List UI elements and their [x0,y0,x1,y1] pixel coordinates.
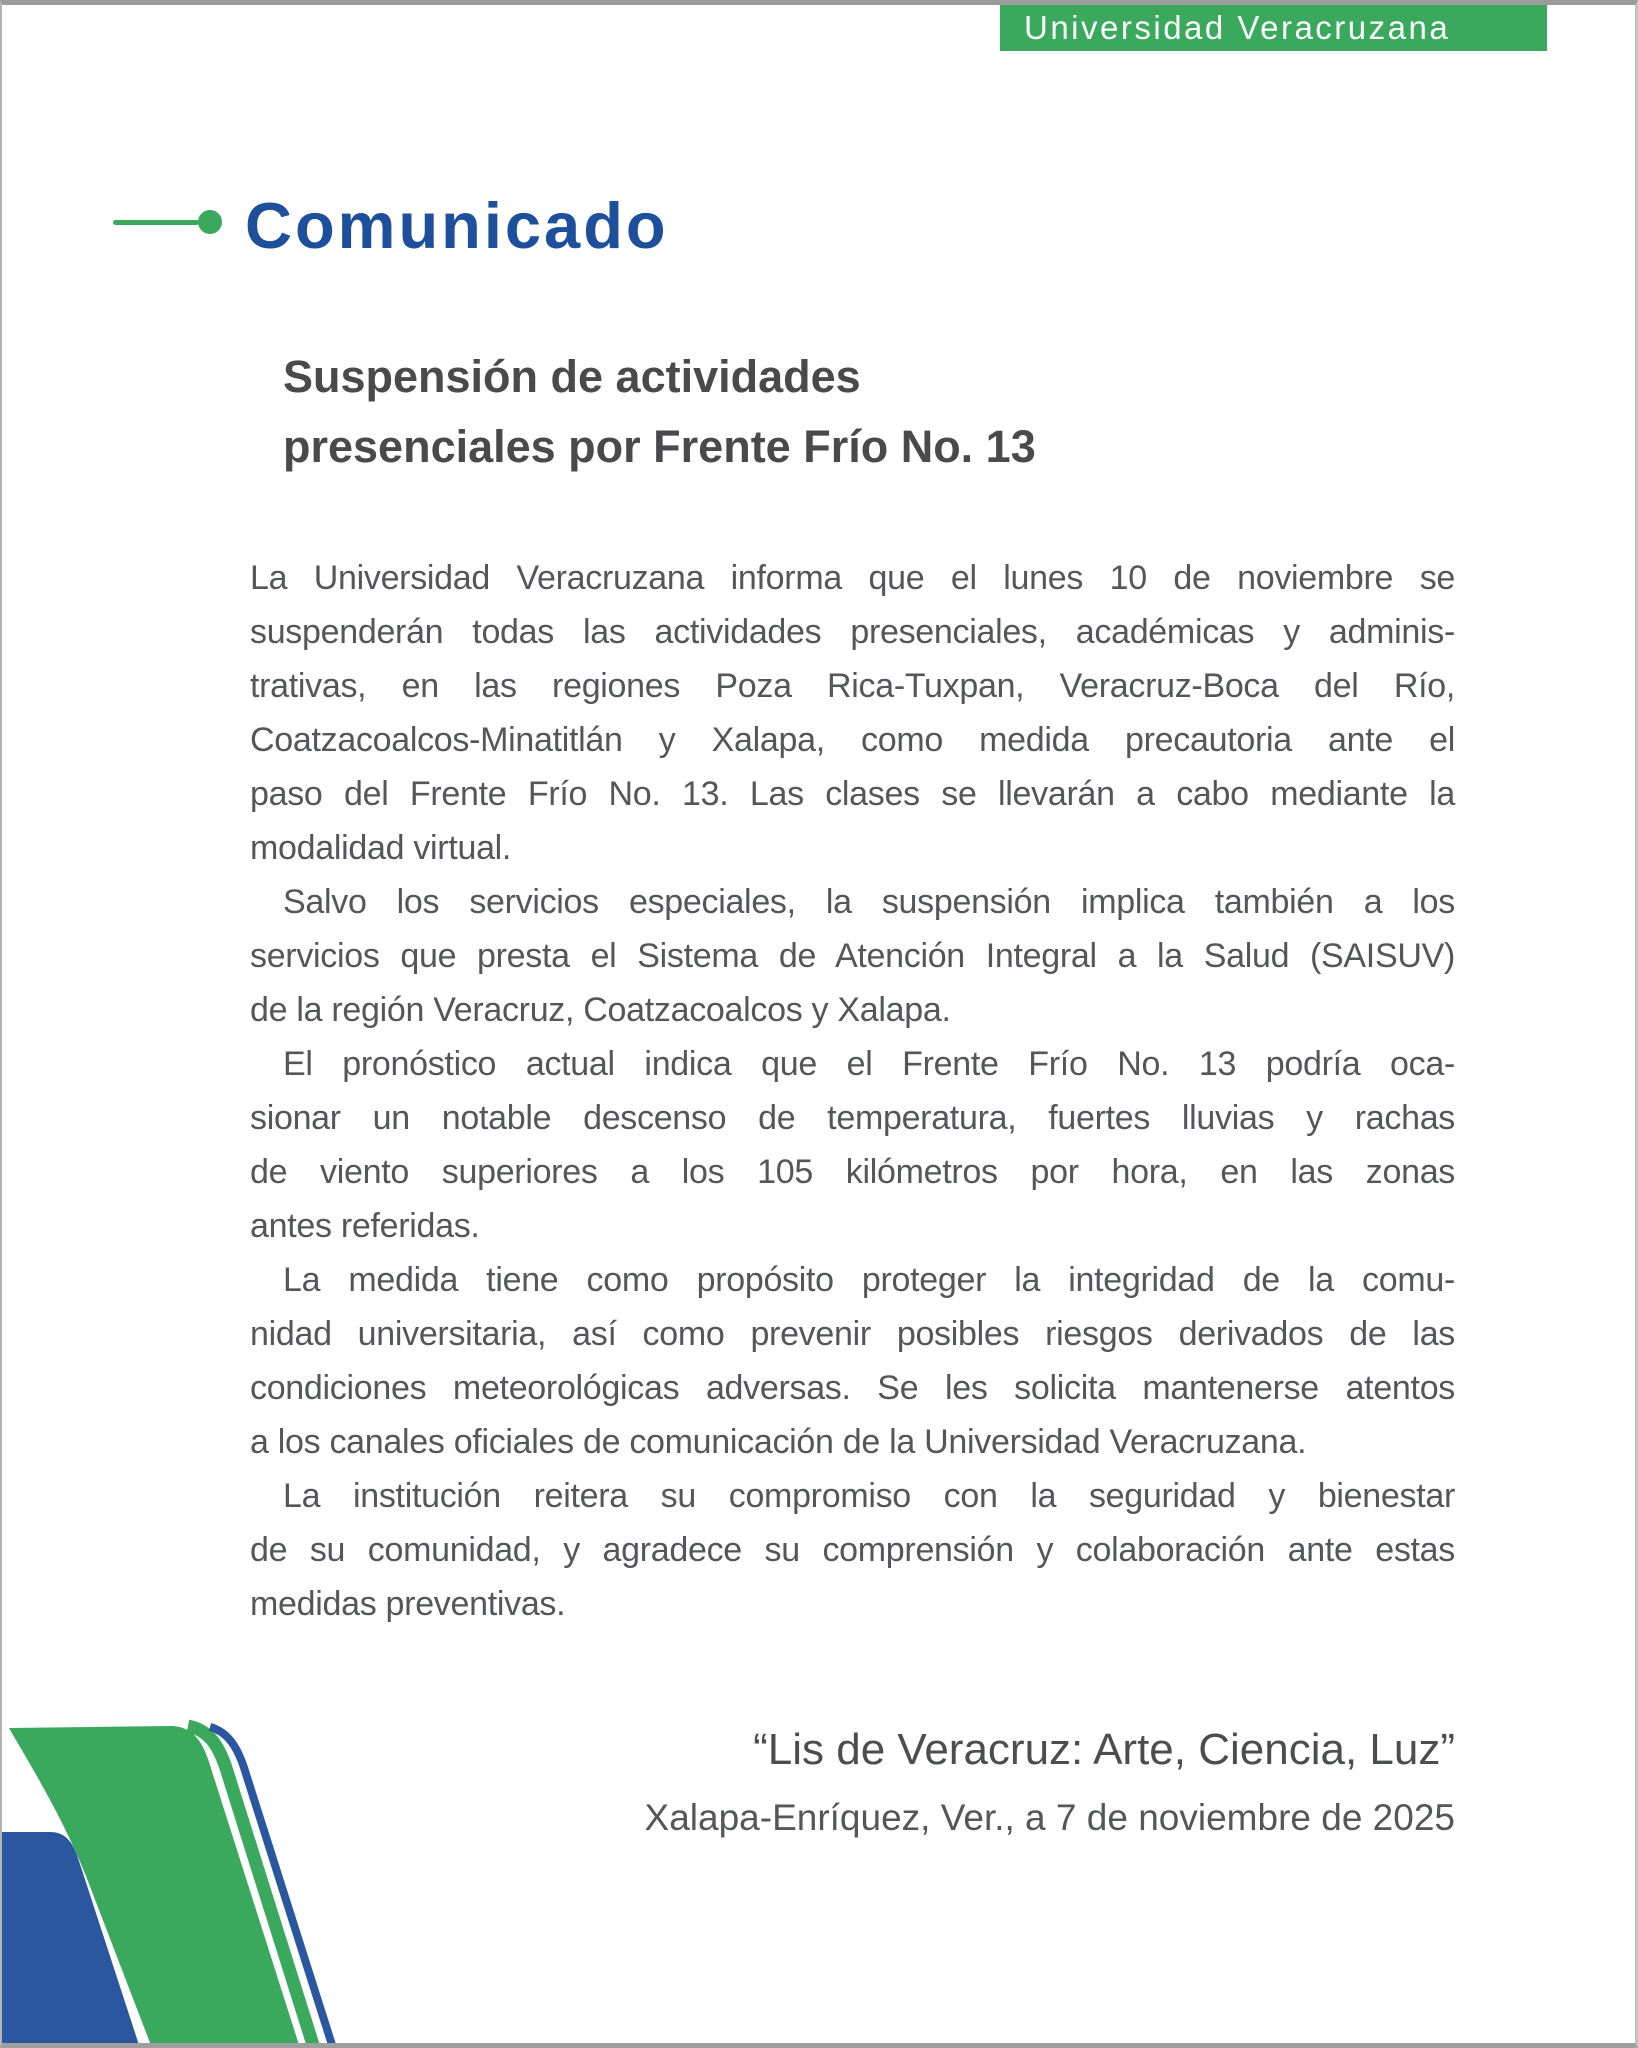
diagonal-ribbon-decoration [0,1716,380,2048]
motto-quote: “Lis de Veracruz: Arte, Ciencia, Luz” [753,1725,1455,1774]
body-line: de viento superiores a los 105 kilómetros por hora, en las zonas [250,1153,1455,1191]
body-line: servicios que presta el Sistema de Atención Integral a la Salud (SAISUV) [250,937,1455,975]
body-line: La institución reitera su compromiso con la seguridad y bienestar [283,1477,1455,1515]
body-line: medidas preventivas. [250,1585,566,1623]
body-line: de su comunidad, y agradece su comprensión y colaboración ante estas [250,1531,1455,1569]
body-line: sionar un notable descenso de temperatura, fuertes lluvias y rachas [250,1099,1455,1137]
body-text [250,551,1455,1631]
place-dateline: Xalapa-Enríquez, Ver., a 7 de noviembre de 2025 [644,1797,1455,1838]
body-line: La medida tiene como propósito proteger la integridad de la comu- [283,1261,1455,1299]
body-line: La Universidad Veracruzana informa que el lunes 10 de noviembre se [250,559,1455,597]
body-line: suspenderán todas las actividades presenciales, académicas y adminis- [250,613,1455,651]
document-title-line1: Suspensión de actividades [283,351,861,402]
body-line: paso del Frente Frío No. 13. Las clases se llevarán a cabo mediante la [250,775,1455,813]
body-line: a los canales oficiales de comunicación de la Universidad Veracruzana. [250,1423,1307,1461]
document-title [283,342,1036,482]
body-line: modalidad virtual. [250,829,512,867]
university-banner: Universidad Veracruzana [1000,5,1547,51]
heading-rule-dot-icon [198,210,222,234]
heading-rule-line [113,220,199,225]
body-line: de la región Veracruz, Coatzacoalcos y Xalapa. [250,991,951,1029]
body-line: trativas, en las regiones Poza Rica-Tuxpan, Veracruz-Boca del Río, [250,667,1455,705]
body-line: Salvo los servicios especiales, la suspensión implica también a los [283,883,1455,921]
document-title-line2: presenciales por Frente Frío No. 13 [283,421,1036,472]
page-title: Comunicado [245,189,669,262]
body-line: nidad universitaria, así como prevenir posibles riesgos derivados de las [250,1315,1455,1353]
body-line: antes referidas. [250,1207,480,1245]
body-line: Coatzacoalcos-Minatitlán y Xalapa, como medida precautoria ante el [250,721,1455,759]
body-line: condiciones meteorológicas adversas. Se les solicita mantenerse atentos [250,1369,1455,1407]
body-line: El pronóstico actual indica que el Frente Frío No. 13 podría oca- [283,1045,1455,1083]
